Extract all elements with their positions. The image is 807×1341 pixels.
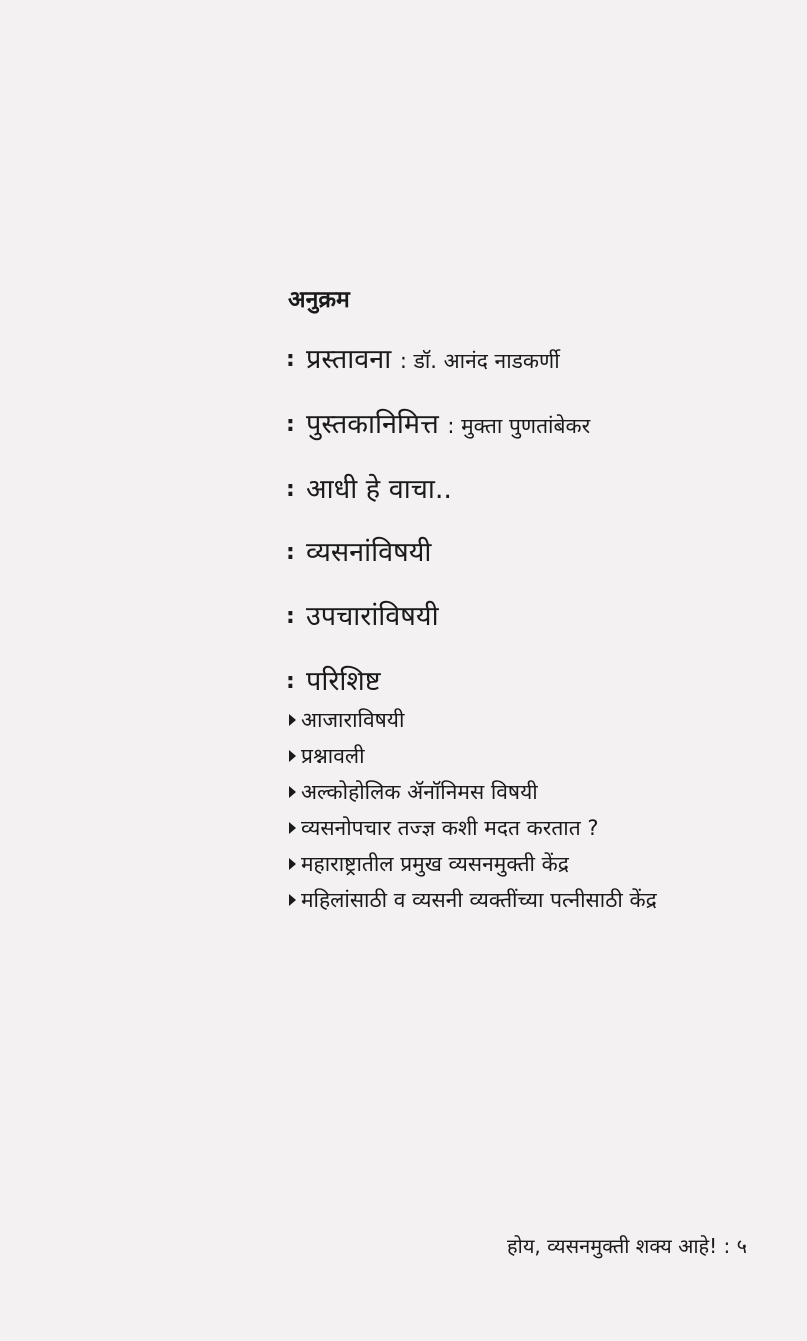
toc-title bbox=[306, 340, 560, 381]
bullet-icon bbox=[289, 858, 296, 870]
bullet-icon bbox=[289, 894, 296, 906]
toc-separator: : bbox=[286, 669, 295, 694]
toc-title-text: पुस्तकानिमित्त bbox=[306, 409, 439, 440]
toc-title bbox=[306, 470, 452, 510]
appendix-item bbox=[289, 702, 657, 738]
appendix-list bbox=[289, 702, 657, 918]
appendix-item-label: प्रश्नावली bbox=[301, 744, 365, 768]
appendix-item-label: आजाराविषयी bbox=[301, 708, 405, 732]
appendix-item bbox=[289, 774, 657, 810]
toc-separator: : bbox=[286, 604, 295, 629]
toc-title-text: उपचारांविषयी bbox=[306, 601, 439, 632]
appendix-item-label: व्यसनोपचार तज्ज्ञ कशी मदत करतात ? bbox=[301, 816, 599, 840]
bullet-icon bbox=[289, 714, 296, 726]
appendix-item bbox=[289, 846, 657, 882]
toc-author: : मुक्ता पुणतांबेकर bbox=[447, 414, 591, 438]
toc-title bbox=[306, 597, 439, 637]
toc-title bbox=[306, 405, 590, 446]
contents-heading: अनुक्रम bbox=[288, 287, 350, 313]
appendix-item bbox=[289, 810, 657, 846]
toc-separator: : bbox=[286, 347, 295, 372]
toc-title-text: परिशिष्ट bbox=[306, 666, 381, 697]
appendix-item bbox=[289, 882, 657, 918]
toc-title-text: प्रस्तावना bbox=[306, 344, 392, 375]
bullet-icon bbox=[289, 822, 296, 834]
toc-separator: : bbox=[286, 540, 295, 565]
toc-separator: : bbox=[286, 412, 295, 437]
appendix-item-label: महाराष्ट्रातील प्रमुख व्यसनमुक्ती केंद्र bbox=[301, 852, 569, 876]
appendix-item-label: महिलांसाठी व व्यसनी व्यक्तींच्या पत्नीसाठी केंद्र bbox=[301, 888, 657, 912]
toc-title bbox=[306, 662, 381, 702]
toc-title bbox=[306, 533, 431, 573]
toc-author: : डॉ. आनंद नाडकर्णी bbox=[399, 349, 560, 373]
page-footer: होय, व्यसनमुक्ती शक्य आहे! : ५ bbox=[507, 1234, 747, 1258]
bullet-icon bbox=[289, 786, 296, 798]
toc-title-text: आधी हे वाचा.. bbox=[306, 474, 453, 505]
toc-separator: : bbox=[286, 477, 295, 502]
toc-title-text: व्यसनांविषयी bbox=[306, 537, 432, 568]
appendix-item bbox=[289, 738, 657, 774]
bullet-icon bbox=[289, 750, 296, 762]
appendix-item-label: अल्कोहोलिक ॲनॉनिमस विषयी bbox=[301, 780, 538, 804]
